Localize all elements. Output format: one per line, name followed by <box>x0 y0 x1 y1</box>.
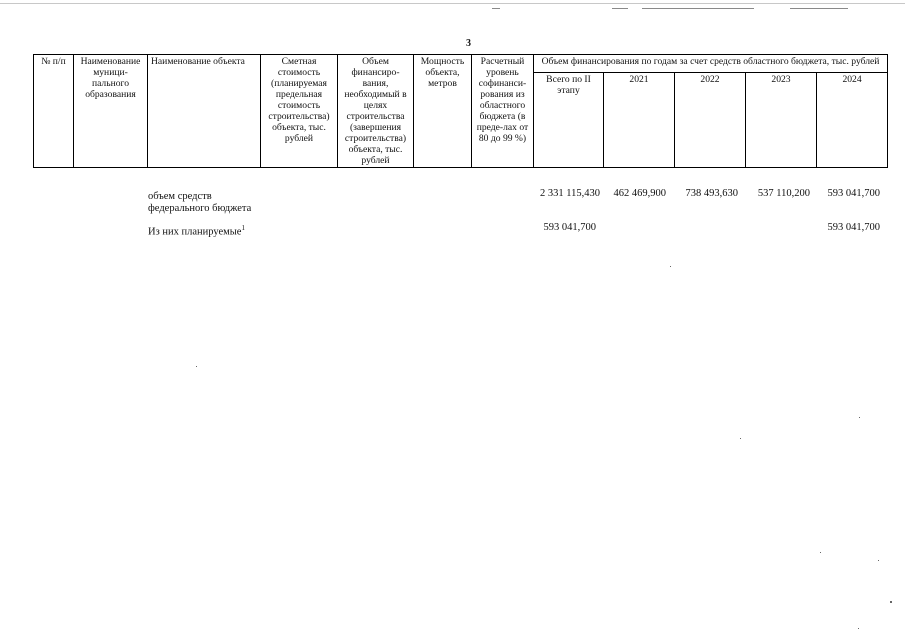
header-year-2021: 2021 <box>604 73 675 168</box>
scan-speck <box>196 366 197 367</box>
header-financing-volume: Объем финансиро-вания, необходимый в целях строительства (завершения строительства) объекта, тыс. рублей <box>338 55 414 168</box>
header-number: № п/п <box>34 55 74 168</box>
header-year-2024: 2024 <box>817 73 888 168</box>
row-planned-total: 593 041,700 <box>543 222 596 233</box>
scan-speck <box>859 417 860 418</box>
row-planned-label-text: Из них планируемые <box>148 226 242 238</box>
header-year-2023: 2023 <box>746 73 817 168</box>
scan-artifact <box>790 8 848 9</box>
scan-speck <box>858 628 859 629</box>
header-cofinancing-level: Расчетный уровень софинанси-рования из областного бюджета (в преде-лах от 80 до 99 %) <box>472 55 534 168</box>
header-object-name: Наименование объекта <box>148 55 261 168</box>
row-planned-2024: 593 041,700 <box>827 222 880 233</box>
footnote-marker: 1 <box>241 224 245 232</box>
header-total-stage-2: Всего по II этапу <box>534 73 604 168</box>
row-federal-2022: 738 493,630 <box>685 188 738 199</box>
scan-speck <box>878 560 879 561</box>
scan-speck <box>890 601 892 603</box>
scan-speck <box>820 552 821 553</box>
scan-artifact <box>642 8 754 9</box>
row-federal-budget-label: объем средств федерального бюджета <box>148 191 252 214</box>
header-financing-by-years: Объем финансирования по годам за счет средств областного бюджета, тыс. рублей <box>534 55 888 73</box>
scan-artifact <box>612 8 628 9</box>
row-federal-total: 2 331 115,430 <box>540 188 600 199</box>
row-federal-2024: 593 041,700 <box>827 188 880 199</box>
financing-header-table <box>33 54 888 168</box>
header-capacity: Мощность объекта, метров <box>414 55 472 168</box>
scan-speck <box>740 438 741 439</box>
scan-artifact <box>492 8 500 9</box>
row-federal-2021: 462 469,900 <box>613 188 666 199</box>
scan-speck <box>670 266 671 267</box>
page-number: 3 <box>466 38 471 49</box>
header-estimated-cost: Сметная стоимость (планируемая предельная стоимость строительства) объекта, тыс. рублей <box>261 55 338 168</box>
header-year-2022: 2022 <box>675 73 746 168</box>
header-municipality: Наименование муници-пального образования <box>74 55 148 168</box>
row-planned-label <box>148 222 245 239</box>
top-border-line <box>0 3 905 4</box>
row-federal-2023: 537 110,200 <box>757 188 810 199</box>
